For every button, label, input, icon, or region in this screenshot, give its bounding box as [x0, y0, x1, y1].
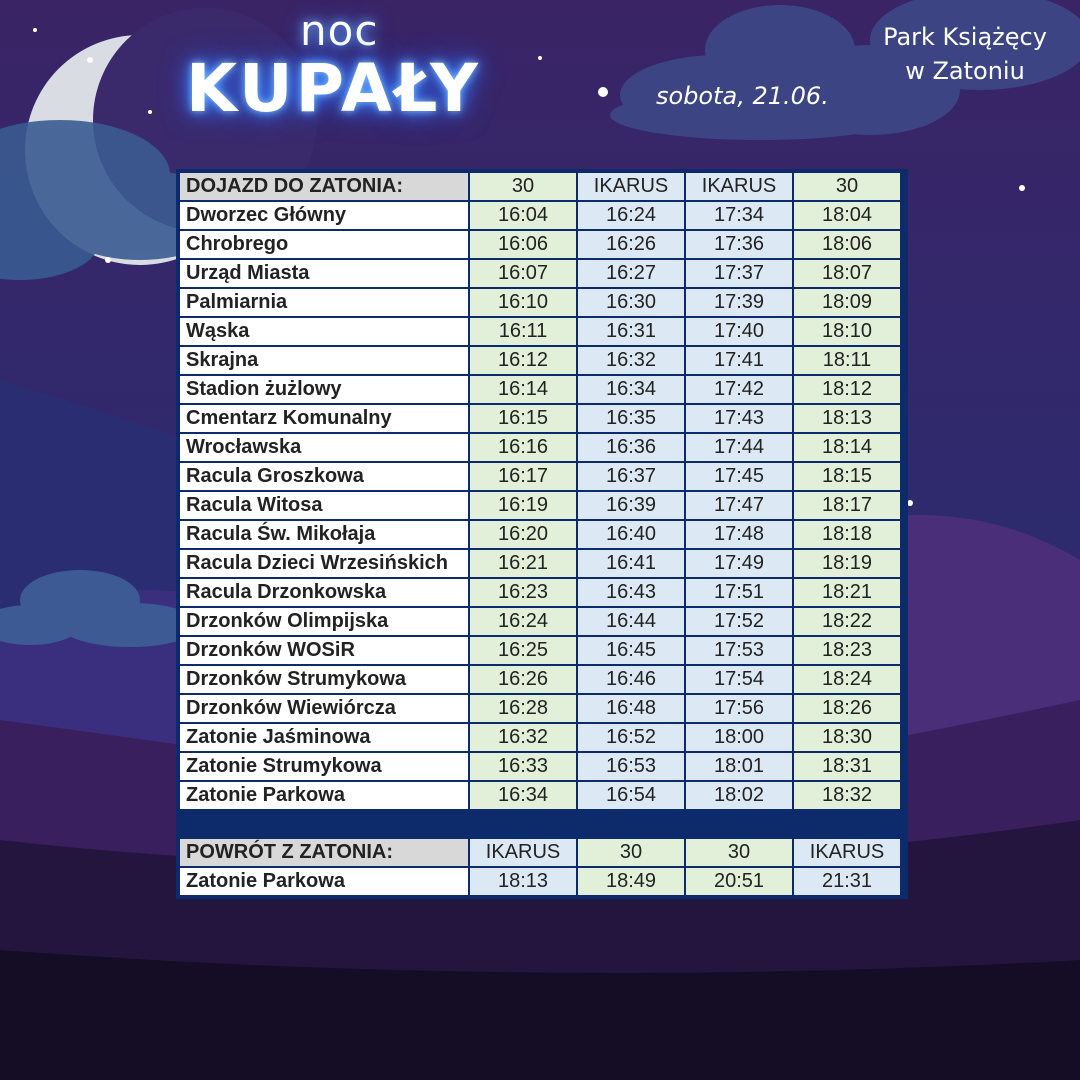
departure-time: 16:25	[469, 636, 577, 665]
table-row	[179, 752, 901, 781]
departure-time: 21:31	[793, 867, 901, 896]
departure-time: 18:21	[793, 578, 901, 607]
departure-time: 16:24	[469, 607, 577, 636]
departure-time: 18:02	[685, 781, 793, 810]
departure-time: 16:27	[577, 259, 685, 288]
departure-time: 17:34	[685, 201, 793, 230]
timetable-table	[178, 171, 902, 897]
stop-name: Racula Groszkowa	[179, 462, 469, 491]
table-row	[179, 375, 901, 404]
departure-time: 16:24	[577, 201, 685, 230]
departure-time: 18:24	[793, 665, 901, 694]
departure-time: 17:39	[685, 288, 793, 317]
return-title: POWRÓT Z ZATONIA:	[179, 838, 469, 867]
departure-time: 17:44	[685, 433, 793, 462]
departure-time: 17:48	[685, 520, 793, 549]
departure-time: 18:14	[793, 433, 901, 462]
stop-name: Drzonków Wiewiórcza	[179, 694, 469, 723]
line-label: IKARUS	[793, 838, 901, 867]
departure-time: 16:14	[469, 375, 577, 404]
line-label: IKARUS	[685, 172, 793, 201]
departure-time: 18:09	[793, 288, 901, 317]
line-label: 30	[685, 838, 793, 867]
stop-name: Drzonków Strumykowa	[179, 665, 469, 694]
table-row	[179, 462, 901, 491]
departure-time: 18:04	[793, 201, 901, 230]
departure-time: 16:32	[577, 346, 685, 375]
stop-name: Dworzec Główny	[179, 201, 469, 230]
table-row	[179, 491, 901, 520]
location-line-2: w Zatoniu	[905, 57, 1025, 85]
table-row	[179, 259, 901, 288]
departure-time: 16:23	[469, 578, 577, 607]
departure-time: 17:56	[685, 694, 793, 723]
line-label: 30	[577, 838, 685, 867]
departure-time: 18:18	[793, 520, 901, 549]
stop-name: Wrocławska	[179, 433, 469, 462]
departure-time: 16:06	[469, 230, 577, 259]
table-row	[179, 520, 901, 549]
table-row	[179, 636, 901, 665]
table-row	[179, 404, 901, 433]
line-label: IKARUS	[577, 172, 685, 201]
departure-time: 16:26	[469, 665, 577, 694]
event-date: sobota, 21.06.	[656, 82, 829, 110]
departure-time: 18:13	[793, 404, 901, 433]
departure-time: 18:13	[469, 867, 577, 896]
departure-time: 17:36	[685, 230, 793, 259]
separator-cell	[469, 810, 577, 838]
stop-name: Chrobrego	[179, 230, 469, 259]
departure-time: 17:37	[685, 259, 793, 288]
departure-time: 16:31	[577, 317, 685, 346]
departure-time: 16:20	[469, 520, 577, 549]
departure-time: 17:47	[685, 491, 793, 520]
departure-time: 18:12	[793, 375, 901, 404]
departure-time: 16:37	[577, 462, 685, 491]
title-noc: noc	[300, 6, 379, 55]
line-label: 30	[469, 172, 577, 201]
table-row	[179, 723, 901, 752]
departure-time: 18:15	[793, 462, 901, 491]
stop-name: Cmentarz Komunalny	[179, 404, 469, 433]
departure-time: 17:40	[685, 317, 793, 346]
table-row	[179, 694, 901, 723]
departure-time: 18:22	[793, 607, 901, 636]
departure-time: 18:19	[793, 549, 901, 578]
departure-time: 16:12	[469, 346, 577, 375]
departure-time: 17:53	[685, 636, 793, 665]
departure-time: 17:52	[685, 607, 793, 636]
departure-time: 17:43	[685, 404, 793, 433]
departure-time: 17:49	[685, 549, 793, 578]
departure-time: 16:44	[577, 607, 685, 636]
separator-cell	[793, 810, 901, 838]
timetable	[176, 169, 908, 899]
departure-time: 16:10	[469, 288, 577, 317]
stop-name: Skrajna	[179, 346, 469, 375]
departure-time: 16:15	[469, 404, 577, 433]
departure-time: 16:40	[577, 520, 685, 549]
departure-time: 16:45	[577, 636, 685, 665]
line-label: 30	[793, 172, 901, 201]
departure-time: 16:19	[469, 491, 577, 520]
table-row	[179, 578, 901, 607]
departure-time: 20:51	[685, 867, 793, 896]
departure-time: 16:41	[577, 549, 685, 578]
table-row	[179, 549, 901, 578]
departure-time: 17:51	[685, 578, 793, 607]
table-row	[179, 201, 901, 230]
stop-name: Racula Witosa	[179, 491, 469, 520]
stop-name: Wąska	[179, 317, 469, 346]
stop-name: Stadion żużlowy	[179, 375, 469, 404]
outbound-header-row	[179, 172, 901, 201]
departure-time: 16:17	[469, 462, 577, 491]
location-line-1: Park Książęcy	[883, 23, 1047, 51]
departure-time: 18:23	[793, 636, 901, 665]
departure-time: 16:26	[577, 230, 685, 259]
stop-name: Urząd Miasta	[179, 259, 469, 288]
departure-time: 16:43	[577, 578, 685, 607]
departure-time: 18:06	[793, 230, 901, 259]
departure-time: 18:32	[793, 781, 901, 810]
table-row	[179, 607, 901, 636]
table-row	[179, 867, 901, 896]
departure-time: 18:01	[685, 752, 793, 781]
departure-time: 18:07	[793, 259, 901, 288]
departure-time: 16:11	[469, 317, 577, 346]
stop-name: Racula Św. Mikołaja	[179, 520, 469, 549]
line-label: IKARUS	[469, 838, 577, 867]
event-location	[860, 20, 1070, 88]
separator-cell	[577, 810, 685, 838]
departure-time: 17:42	[685, 375, 793, 404]
stop-name: Racula Dzieci Wrzesińskich	[179, 549, 469, 578]
event-title: KUPAŁY	[186, 50, 481, 127]
departure-time: 17:45	[685, 462, 793, 491]
departure-time: 16:46	[577, 665, 685, 694]
departure-time: 16:33	[469, 752, 577, 781]
stop-name: Zatonie Strumykowa	[179, 752, 469, 781]
departure-time: 18:11	[793, 346, 901, 375]
table-row	[179, 230, 901, 259]
departure-time: 16:04	[469, 201, 577, 230]
outbound-title: DOJAZD DO ZATONIA:	[179, 172, 469, 201]
departure-time: 18:49	[577, 867, 685, 896]
departure-time: 16:07	[469, 259, 577, 288]
departure-time: 16:36	[577, 433, 685, 462]
departure-time: 18:10	[793, 317, 901, 346]
departure-time: 16:34	[469, 781, 577, 810]
departure-time: 16:30	[577, 288, 685, 317]
separator-cell	[179, 810, 469, 838]
departure-time: 16:16	[469, 433, 577, 462]
departure-time: 16:48	[577, 694, 685, 723]
stop-name: Zatonie Parkowa	[179, 867, 469, 896]
section-separator	[179, 810, 901, 838]
departure-time: 16:39	[577, 491, 685, 520]
departure-time: 16:32	[469, 723, 577, 752]
departure-time: 18:30	[793, 723, 901, 752]
table-row	[179, 781, 901, 810]
departure-time: 16:53	[577, 752, 685, 781]
departure-time: 17:41	[685, 346, 793, 375]
departure-time: 16:28	[469, 694, 577, 723]
departure-time: 18:00	[685, 723, 793, 752]
stop-name: Racula Drzonkowska	[179, 578, 469, 607]
stop-name: Drzonków Olimpijska	[179, 607, 469, 636]
table-row	[179, 433, 901, 462]
departure-time: 18:26	[793, 694, 901, 723]
table-row	[179, 288, 901, 317]
departure-time: 16:52	[577, 723, 685, 752]
stop-name: Palmiarnia	[179, 288, 469, 317]
table-row	[179, 346, 901, 375]
departure-time: 16:21	[469, 549, 577, 578]
separator-cell	[685, 810, 793, 838]
table-row	[179, 317, 901, 346]
stop-name: Drzonków WOSiR	[179, 636, 469, 665]
stop-name: Zatonie Jaśminowa	[179, 723, 469, 752]
departure-time: 18:31	[793, 752, 901, 781]
departure-time: 16:35	[577, 404, 685, 433]
return-header-row	[179, 838, 901, 867]
departure-time: 16:34	[577, 375, 685, 404]
departure-time: 17:54	[685, 665, 793, 694]
stop-name: Zatonie Parkowa	[179, 781, 469, 810]
departure-time: 18:17	[793, 491, 901, 520]
departure-time: 16:54	[577, 781, 685, 810]
table-row	[179, 665, 901, 694]
